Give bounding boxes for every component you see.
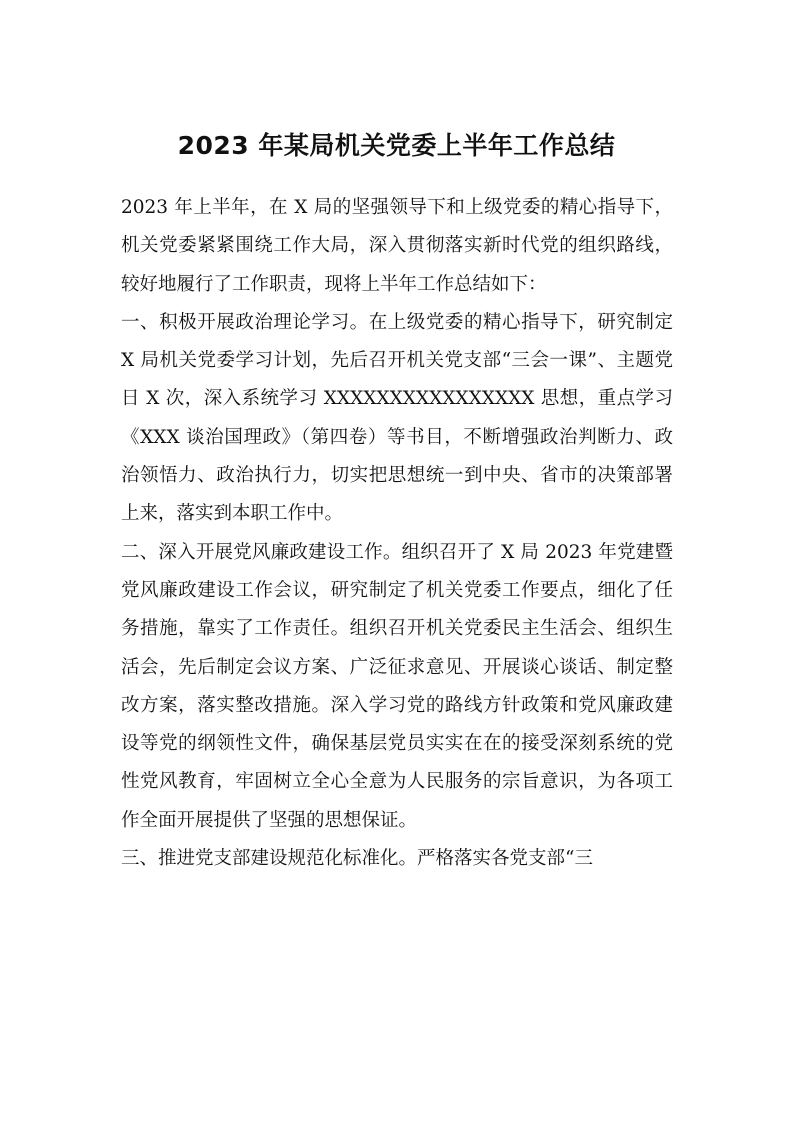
paragraph-section-1: 一、积极开展政治理论学习。在上级党委的精心指导下，研究制定 X 局机关党委学习计划，先后召开机关党支部“三会一课”、主题党日 X 次，深入系统学习 XXXXXXXXXXXXXXXX 思想，重点学习《XXX 谈治国理政》（第四卷）等书目，不断增强政治判断力、政治领悟力、政治执行力，切实把思想统一到中央、省市的决策部署上来，落实到本职工作中。 — [121, 311, 673, 525]
document-body — [121, 189, 673, 878]
paragraph-section-2: 二、深入开展党风廉政建设工作。组织召开了 X 局 2023 年党建暨党风廉政建设工作会议，研究制定了机关党委工作要点，细化了任务措施，靠实了工作责任。组织召开机关党委民主生活会、组织生活会，先后制定会议方案、广泛征求意见、开展谈心谈话、制定整改方案，落实整改措施。深入学习党的路线方针政策和党风廉政建设等党的纲领性文件，确保基层党员实实在在的接受深刻系统的党性党风教育，牢固树立全心全意为人民服务的宗旨意识，为各项工作全面开展提供了坚强的思想保证。 — [121, 541, 673, 831]
paragraph-section-3: 三、推进党支部建设规范化标准化。严格落实各党支部“三 — [121, 848, 593, 870]
paragraph-intro: 2023 年上半年，在 X 局的坚强领导下和上级党委的精心指导下，机关党委紧紧围绕工作大局，深入贯彻落实新时代党的组织路线，较好地履行了工作职责，现将上半年工作总结如下： — [121, 197, 673, 295]
document-title: 2023 年某局机关党委上半年工作总结 — [177, 131, 616, 160]
